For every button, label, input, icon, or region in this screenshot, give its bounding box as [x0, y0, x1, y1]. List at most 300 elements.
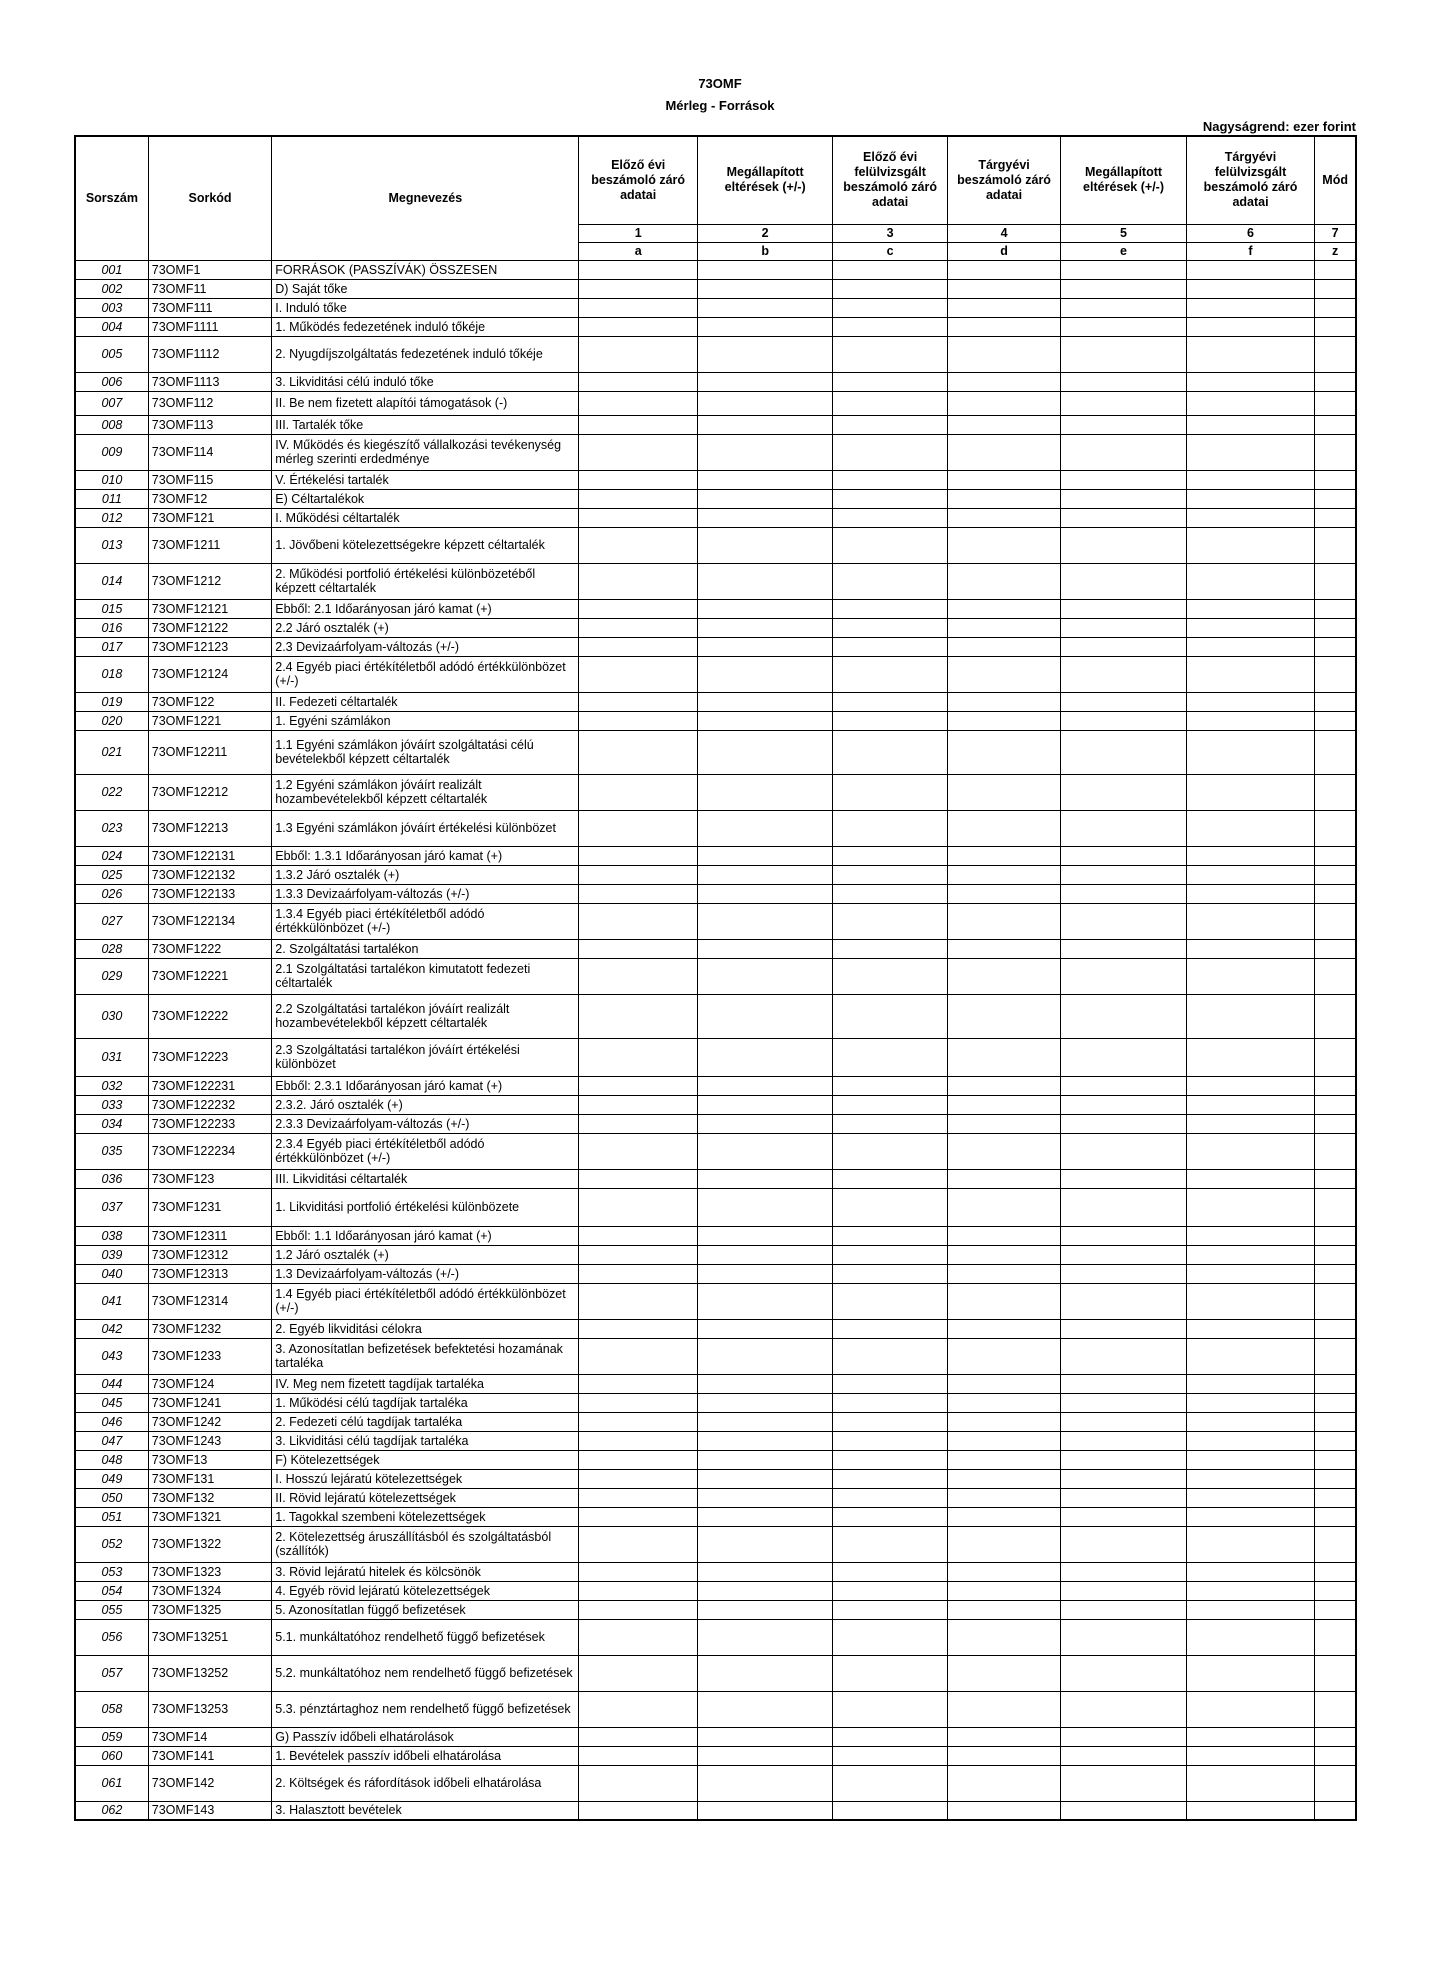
value-cell-col-1[interactable] [579, 599, 697, 618]
value-cell-col-2[interactable] [697, 618, 833, 637]
value-cell-col-4[interactable] [947, 1188, 1060, 1226]
value-cell-col-6[interactable] [1186, 1655, 1315, 1691]
value-cell-col-1[interactable] [579, 1619, 697, 1655]
value-cell-col-3[interactable] [833, 1431, 947, 1450]
value-cell-col-2[interactable] [697, 1412, 833, 1431]
value-cell-col-7[interactable] [1315, 1727, 1356, 1746]
value-cell-col-1[interactable] [579, 1188, 697, 1226]
value-cell-col-7[interactable] [1315, 415, 1356, 434]
value-cell-col-4[interactable] [947, 599, 1060, 618]
value-cell-col-7[interactable] [1315, 1133, 1356, 1169]
value-cell-col-4[interactable] [947, 336, 1060, 372]
value-cell-col-3[interactable] [833, 1393, 947, 1412]
value-cell-col-2[interactable] [697, 1245, 833, 1264]
value-cell-col-4[interactable] [947, 1691, 1060, 1727]
value-cell-col-7[interactable] [1315, 1169, 1356, 1188]
value-cell-col-2[interactable] [697, 884, 833, 903]
value-cell-col-7[interactable] [1315, 372, 1356, 391]
value-cell-col-1[interactable] [579, 1095, 697, 1114]
value-cell-col-4[interactable] [947, 1507, 1060, 1526]
value-cell-col-7[interactable] [1315, 298, 1356, 317]
value-cell-col-2[interactable] [697, 1469, 833, 1488]
value-cell-col-1[interactable] [579, 637, 697, 656]
value-cell-col-6[interactable] [1186, 489, 1315, 508]
value-cell-col-7[interactable] [1315, 1374, 1356, 1393]
value-cell-col-2[interactable] [697, 1691, 833, 1727]
value-cell-col-3[interactable] [833, 1338, 947, 1374]
value-cell-col-5[interactable] [1061, 1600, 1186, 1619]
value-cell-col-5[interactable] [1061, 958, 1186, 994]
value-cell-col-2[interactable] [697, 1450, 833, 1469]
value-cell-col-5[interactable] [1061, 599, 1186, 618]
value-cell-col-3[interactable] [833, 1169, 947, 1188]
value-cell-col-7[interactable] [1315, 260, 1356, 279]
value-cell-col-7[interactable] [1315, 1691, 1356, 1727]
value-cell-col-4[interactable] [947, 527, 1060, 563]
value-cell-col-3[interactable] [833, 730, 947, 774]
value-cell-col-7[interactable] [1315, 884, 1356, 903]
value-cell-col-4[interactable] [947, 1338, 1060, 1374]
value-cell-col-4[interactable] [947, 317, 1060, 336]
value-cell-col-6[interactable] [1186, 994, 1315, 1038]
value-cell-col-5[interactable] [1061, 1619, 1186, 1655]
value-cell-col-3[interactable] [833, 1450, 947, 1469]
value-cell-col-3[interactable] [833, 1600, 947, 1619]
value-cell-col-2[interactable] [697, 298, 833, 317]
value-cell-col-1[interactable] [579, 1526, 697, 1562]
value-cell-col-7[interactable] [1315, 391, 1356, 415]
value-cell-col-1[interactable] [579, 810, 697, 846]
value-cell-col-2[interactable] [697, 1526, 833, 1562]
value-cell-col-6[interactable] [1186, 415, 1315, 434]
value-cell-col-2[interactable] [697, 1319, 833, 1338]
value-cell-col-3[interactable] [833, 884, 947, 903]
value-cell-col-5[interactable] [1061, 1076, 1186, 1095]
value-cell-col-3[interactable] [833, 903, 947, 939]
value-cell-col-4[interactable] [947, 1169, 1060, 1188]
value-cell-col-2[interactable] [697, 489, 833, 508]
value-cell-col-4[interactable] [947, 774, 1060, 810]
value-cell-col-7[interactable] [1315, 1469, 1356, 1488]
value-cell-col-3[interactable] [833, 692, 947, 711]
value-cell-col-1[interactable] [579, 1412, 697, 1431]
value-cell-col-2[interactable] [697, 1226, 833, 1245]
value-cell-col-5[interactable] [1061, 1412, 1186, 1431]
value-cell-col-1[interactable] [579, 1655, 697, 1691]
value-cell-col-2[interactable] [697, 470, 833, 489]
value-cell-col-2[interactable] [697, 1562, 833, 1581]
value-cell-col-5[interactable] [1061, 1245, 1186, 1264]
value-cell-col-5[interactable] [1061, 279, 1186, 298]
value-cell-col-1[interactable] [579, 563, 697, 599]
value-cell-col-4[interactable] [947, 260, 1060, 279]
value-cell-col-7[interactable] [1315, 1488, 1356, 1507]
value-cell-col-3[interactable] [833, 774, 947, 810]
value-cell-col-6[interactable] [1186, 279, 1315, 298]
value-cell-col-2[interactable] [697, 1169, 833, 1188]
value-cell-col-3[interactable] [833, 1746, 947, 1765]
value-cell-col-6[interactable] [1186, 884, 1315, 903]
value-cell-col-3[interactable] [833, 1507, 947, 1526]
value-cell-col-7[interactable] [1315, 1283, 1356, 1319]
value-cell-col-7[interactable] [1315, 865, 1356, 884]
value-cell-col-3[interactable] [833, 336, 947, 372]
value-cell-col-7[interactable] [1315, 279, 1356, 298]
value-cell-col-3[interactable] [833, 260, 947, 279]
value-cell-col-4[interactable] [947, 730, 1060, 774]
value-cell-col-2[interactable] [697, 1801, 833, 1820]
value-cell-col-5[interactable] [1061, 1133, 1186, 1169]
value-cell-col-3[interactable] [833, 434, 947, 470]
value-cell-col-7[interactable] [1315, 711, 1356, 730]
value-cell-col-2[interactable] [697, 260, 833, 279]
value-cell-col-4[interactable] [947, 958, 1060, 994]
value-cell-col-1[interactable] [579, 372, 697, 391]
value-cell-col-4[interactable] [947, 1469, 1060, 1488]
value-cell-col-4[interactable] [947, 1727, 1060, 1746]
value-cell-col-5[interactable] [1061, 1562, 1186, 1581]
value-cell-col-3[interactable] [833, 1038, 947, 1076]
value-cell-col-1[interactable] [579, 1488, 697, 1507]
value-cell-col-4[interactable] [947, 1562, 1060, 1581]
value-cell-col-4[interactable] [947, 1319, 1060, 1338]
value-cell-col-2[interactable] [697, 391, 833, 415]
value-cell-col-6[interactable] [1186, 1338, 1315, 1374]
value-cell-col-2[interactable] [697, 730, 833, 774]
value-cell-col-6[interactable] [1186, 618, 1315, 637]
value-cell-col-4[interactable] [947, 298, 1060, 317]
value-cell-col-2[interactable] [697, 1600, 833, 1619]
value-cell-col-7[interactable] [1315, 730, 1356, 774]
value-cell-col-3[interactable] [833, 1727, 947, 1746]
value-cell-col-1[interactable] [579, 1076, 697, 1095]
value-cell-col-7[interactable] [1315, 1188, 1356, 1226]
value-cell-col-7[interactable] [1315, 618, 1356, 637]
value-cell-col-5[interactable] [1061, 846, 1186, 865]
value-cell-col-4[interactable] [947, 846, 1060, 865]
value-cell-col-4[interactable] [947, 656, 1060, 692]
value-cell-col-5[interactable] [1061, 1691, 1186, 1727]
value-cell-col-4[interactable] [947, 884, 1060, 903]
value-cell-col-5[interactable] [1061, 1727, 1186, 1746]
value-cell-col-6[interactable] [1186, 1507, 1315, 1526]
value-cell-col-7[interactable] [1315, 563, 1356, 599]
value-cell-col-2[interactable] [697, 527, 833, 563]
value-cell-col-4[interactable] [947, 1038, 1060, 1076]
value-cell-col-1[interactable] [579, 1727, 697, 1746]
value-cell-col-1[interactable] [579, 1431, 697, 1450]
value-cell-col-7[interactable] [1315, 903, 1356, 939]
value-cell-col-1[interactable] [579, 846, 697, 865]
value-cell-col-2[interactable] [697, 939, 833, 958]
value-cell-col-3[interactable] [833, 415, 947, 434]
value-cell-col-3[interactable] [833, 846, 947, 865]
value-cell-col-1[interactable] [579, 939, 697, 958]
value-cell-col-2[interactable] [697, 1133, 833, 1169]
value-cell-col-2[interactable] [697, 1765, 833, 1801]
value-cell-col-5[interactable] [1061, 1038, 1186, 1076]
value-cell-col-4[interactable] [947, 711, 1060, 730]
value-cell-col-5[interactable] [1061, 1169, 1186, 1188]
value-cell-col-3[interactable] [833, 939, 947, 958]
value-cell-col-2[interactable] [697, 1746, 833, 1765]
value-cell-col-1[interactable] [579, 1114, 697, 1133]
value-cell-col-3[interactable] [833, 994, 947, 1038]
value-cell-col-3[interactable] [833, 1412, 947, 1431]
value-cell-col-7[interactable] [1315, 527, 1356, 563]
value-cell-col-3[interactable] [833, 1801, 947, 1820]
value-cell-col-5[interactable] [1061, 1746, 1186, 1765]
value-cell-col-2[interactable] [697, 1655, 833, 1691]
value-cell-col-5[interactable] [1061, 317, 1186, 336]
value-cell-col-5[interactable] [1061, 1526, 1186, 1562]
value-cell-col-6[interactable] [1186, 656, 1315, 692]
value-cell-col-6[interactable] [1186, 317, 1315, 336]
value-cell-col-1[interactable] [579, 1264, 697, 1283]
value-cell-col-6[interactable] [1186, 470, 1315, 489]
value-cell-col-3[interactable] [833, 1264, 947, 1283]
value-cell-col-4[interactable] [947, 508, 1060, 527]
value-cell-col-2[interactable] [697, 903, 833, 939]
value-cell-col-6[interactable] [1186, 692, 1315, 711]
value-cell-col-6[interactable] [1186, 1264, 1315, 1283]
value-cell-col-4[interactable] [947, 637, 1060, 656]
value-cell-col-7[interactable] [1315, 1655, 1356, 1691]
value-cell-col-1[interactable] [579, 730, 697, 774]
value-cell-col-5[interactable] [1061, 508, 1186, 527]
value-cell-col-6[interactable] [1186, 903, 1315, 939]
value-cell-col-5[interactable] [1061, 618, 1186, 637]
value-cell-col-6[interactable] [1186, 391, 1315, 415]
value-cell-col-6[interactable] [1186, 939, 1315, 958]
value-cell-col-6[interactable] [1186, 637, 1315, 656]
value-cell-col-5[interactable] [1061, 1507, 1186, 1526]
value-cell-col-7[interactable] [1315, 958, 1356, 994]
value-cell-col-5[interactable] [1061, 1655, 1186, 1691]
value-cell-col-5[interactable] [1061, 730, 1186, 774]
value-cell-col-2[interactable] [697, 692, 833, 711]
value-cell-col-6[interactable] [1186, 599, 1315, 618]
value-cell-col-3[interactable] [833, 317, 947, 336]
value-cell-col-4[interactable] [947, 1450, 1060, 1469]
value-cell-col-1[interactable] [579, 391, 697, 415]
value-cell-col-2[interactable] [697, 336, 833, 372]
value-cell-col-5[interactable] [1061, 692, 1186, 711]
value-cell-col-6[interactable] [1186, 372, 1315, 391]
value-cell-col-6[interactable] [1186, 1488, 1315, 1507]
value-cell-col-5[interactable] [1061, 939, 1186, 958]
value-cell-col-7[interactable] [1315, 1095, 1356, 1114]
value-cell-col-3[interactable] [833, 489, 947, 508]
value-cell-col-7[interactable] [1315, 1412, 1356, 1431]
value-cell-col-1[interactable] [579, 336, 697, 372]
value-cell-col-3[interactable] [833, 865, 947, 884]
value-cell-col-3[interactable] [833, 1114, 947, 1133]
value-cell-col-1[interactable] [579, 1226, 697, 1245]
value-cell-col-6[interactable] [1186, 1188, 1315, 1226]
value-cell-col-6[interactable] [1186, 1169, 1315, 1188]
value-cell-col-2[interactable] [697, 1264, 833, 1283]
value-cell-col-7[interactable] [1315, 774, 1356, 810]
value-cell-col-1[interactable] [579, 489, 697, 508]
value-cell-col-1[interactable] [579, 1801, 697, 1820]
value-cell-col-2[interactable] [697, 1283, 833, 1319]
value-cell-col-4[interactable] [947, 372, 1060, 391]
value-cell-col-1[interactable] [579, 1319, 697, 1338]
value-cell-col-4[interactable] [947, 1374, 1060, 1393]
value-cell-col-6[interactable] [1186, 1412, 1315, 1431]
value-cell-col-4[interactable] [947, 939, 1060, 958]
value-cell-col-6[interactable] [1186, 1526, 1315, 1562]
value-cell-col-6[interactable] [1186, 1727, 1315, 1746]
value-cell-col-5[interactable] [1061, 903, 1186, 939]
value-cell-col-7[interactable] [1315, 1801, 1356, 1820]
value-cell-col-1[interactable] [579, 618, 697, 637]
value-cell-col-6[interactable] [1186, 846, 1315, 865]
value-cell-col-4[interactable] [947, 692, 1060, 711]
value-cell-col-1[interactable] [579, 1581, 697, 1600]
value-cell-col-6[interactable] [1186, 1374, 1315, 1393]
value-cell-col-6[interactable] [1186, 1765, 1315, 1801]
value-cell-col-7[interactable] [1315, 994, 1356, 1038]
value-cell-col-5[interactable] [1061, 470, 1186, 489]
value-cell-col-6[interactable] [1186, 1450, 1315, 1469]
value-cell-col-5[interactable] [1061, 774, 1186, 810]
value-cell-col-6[interactable] [1186, 810, 1315, 846]
value-cell-col-7[interactable] [1315, 317, 1356, 336]
value-cell-col-4[interactable] [947, 865, 1060, 884]
value-cell-col-1[interactable] [579, 1507, 697, 1526]
value-cell-col-3[interactable] [833, 298, 947, 317]
value-cell-col-2[interactable] [697, 372, 833, 391]
value-cell-col-2[interactable] [697, 317, 833, 336]
value-cell-col-7[interactable] [1315, 1765, 1356, 1801]
value-cell-col-1[interactable] [579, 1038, 697, 1076]
value-cell-col-2[interactable] [697, 1374, 833, 1393]
value-cell-col-6[interactable] [1186, 865, 1315, 884]
value-cell-col-6[interactable] [1186, 508, 1315, 527]
value-cell-col-1[interactable] [579, 470, 697, 489]
value-cell-col-5[interactable] [1061, 1374, 1186, 1393]
value-cell-col-2[interactable] [697, 279, 833, 298]
value-cell-col-6[interactable] [1186, 1319, 1315, 1338]
value-cell-col-6[interactable] [1186, 1469, 1315, 1488]
value-cell-col-6[interactable] [1186, 1226, 1315, 1245]
value-cell-col-5[interactable] [1061, 1095, 1186, 1114]
value-cell-col-4[interactable] [947, 563, 1060, 599]
value-cell-col-7[interactable] [1315, 1562, 1356, 1581]
value-cell-col-5[interactable] [1061, 1450, 1186, 1469]
value-cell-col-2[interactable] [697, 1338, 833, 1374]
value-cell-col-6[interactable] [1186, 1562, 1315, 1581]
value-cell-col-1[interactable] [579, 434, 697, 470]
value-cell-col-1[interactable] [579, 1469, 697, 1488]
value-cell-col-2[interactable] [697, 599, 833, 618]
value-cell-col-5[interactable] [1061, 1114, 1186, 1133]
value-cell-col-4[interactable] [947, 1095, 1060, 1114]
value-cell-col-1[interactable] [579, 1283, 697, 1319]
value-cell-col-1[interactable] [579, 774, 697, 810]
value-cell-col-2[interactable] [697, 1393, 833, 1412]
value-cell-col-3[interactable] [833, 372, 947, 391]
value-cell-col-7[interactable] [1315, 508, 1356, 527]
value-cell-col-3[interactable] [833, 527, 947, 563]
value-cell-col-5[interactable] [1061, 1264, 1186, 1283]
value-cell-col-4[interactable] [947, 1801, 1060, 1820]
value-cell-col-5[interactable] [1061, 1801, 1186, 1820]
value-cell-col-5[interactable] [1061, 884, 1186, 903]
value-cell-col-5[interactable] [1061, 637, 1186, 656]
value-cell-col-1[interactable] [579, 279, 697, 298]
value-cell-col-5[interactable] [1061, 656, 1186, 692]
value-cell-col-4[interactable] [947, 1581, 1060, 1600]
value-cell-col-1[interactable] [579, 1691, 697, 1727]
value-cell-col-7[interactable] [1315, 599, 1356, 618]
value-cell-col-6[interactable] [1186, 711, 1315, 730]
value-cell-col-2[interactable] [697, 563, 833, 599]
value-cell-col-1[interactable] [579, 1450, 697, 1469]
value-cell-col-6[interactable] [1186, 1431, 1315, 1450]
value-cell-col-6[interactable] [1186, 1133, 1315, 1169]
value-cell-col-7[interactable] [1315, 1507, 1356, 1526]
value-cell-col-3[interactable] [833, 1765, 947, 1801]
value-cell-col-6[interactable] [1186, 1600, 1315, 1619]
value-cell-col-4[interactable] [947, 470, 1060, 489]
value-cell-col-1[interactable] [579, 527, 697, 563]
value-cell-col-3[interactable] [833, 508, 947, 527]
value-cell-col-2[interactable] [697, 656, 833, 692]
value-cell-col-2[interactable] [697, 1727, 833, 1746]
value-cell-col-2[interactable] [697, 1188, 833, 1226]
value-cell-col-1[interactable] [579, 260, 697, 279]
value-cell-col-1[interactable] [579, 1765, 697, 1801]
value-cell-col-4[interactable] [947, 1765, 1060, 1801]
value-cell-col-3[interactable] [833, 1691, 947, 1727]
value-cell-col-1[interactable] [579, 884, 697, 903]
value-cell-col-7[interactable] [1315, 1076, 1356, 1095]
value-cell-col-7[interactable] [1315, 810, 1356, 846]
value-cell-col-6[interactable] [1186, 1691, 1315, 1727]
value-cell-col-7[interactable] [1315, 692, 1356, 711]
value-cell-col-3[interactable] [833, 637, 947, 656]
value-cell-col-3[interactable] [833, 1319, 947, 1338]
value-cell-col-3[interactable] [833, 656, 947, 692]
value-cell-col-4[interactable] [947, 415, 1060, 434]
value-cell-col-7[interactable] [1315, 1600, 1356, 1619]
value-cell-col-2[interactable] [697, 1076, 833, 1095]
value-cell-col-3[interactable] [833, 1581, 947, 1600]
value-cell-col-5[interactable] [1061, 1338, 1186, 1374]
value-cell-col-2[interactable] [697, 1581, 833, 1600]
value-cell-col-3[interactable] [833, 810, 947, 846]
value-cell-col-2[interactable] [697, 1038, 833, 1076]
value-cell-col-5[interactable] [1061, 1319, 1186, 1338]
value-cell-col-2[interactable] [697, 865, 833, 884]
value-cell-col-4[interactable] [947, 1076, 1060, 1095]
value-cell-col-6[interactable] [1186, 260, 1315, 279]
value-cell-col-2[interactable] [697, 1114, 833, 1133]
value-cell-col-1[interactable] [579, 1133, 697, 1169]
value-cell-col-5[interactable] [1061, 1283, 1186, 1319]
value-cell-col-1[interactable] [579, 903, 697, 939]
value-cell-col-5[interactable] [1061, 298, 1186, 317]
value-cell-col-5[interactable] [1061, 1188, 1186, 1226]
value-cell-col-5[interactable] [1061, 336, 1186, 372]
value-cell-col-7[interactable] [1315, 656, 1356, 692]
value-cell-col-5[interactable] [1061, 372, 1186, 391]
value-cell-col-5[interactable] [1061, 1765, 1186, 1801]
value-cell-col-7[interactable] [1315, 1245, 1356, 1264]
